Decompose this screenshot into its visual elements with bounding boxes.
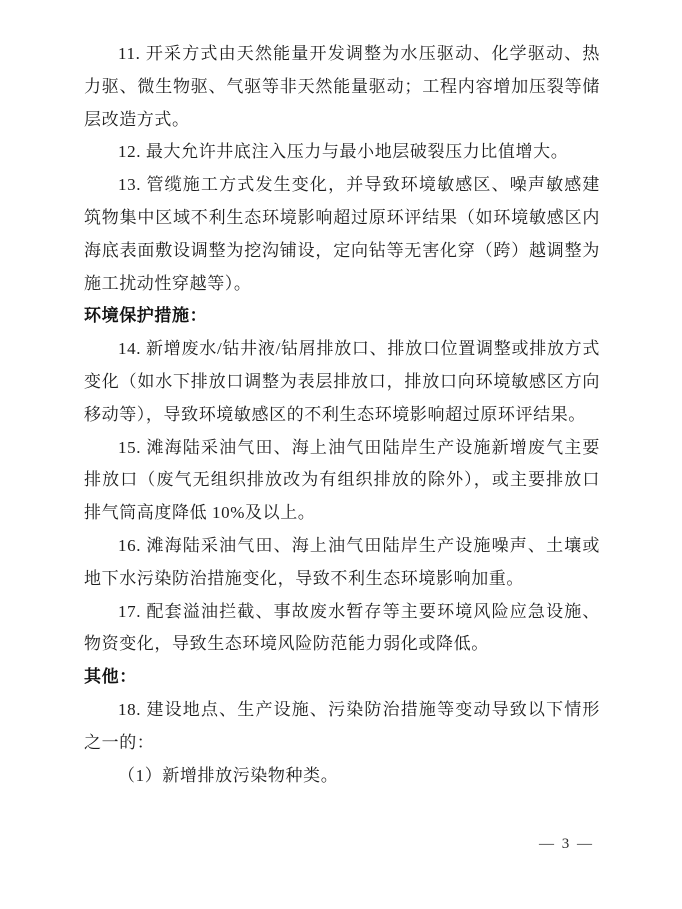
item-14-paragraph: 14. 新增废水/钻井液/钻屑排放口、排放口位置调整或排放方式变化（如水下排放口调整为表层排放口，排放口向环境敏感区方向移动等），导致环境敏感区的不利生态环境影响超过原环评结果。: [84, 339, 600, 424]
page-number: — 3 —: [539, 836, 594, 852]
item-16-paragraph: 16. 滩海陆采油气田、海上油气田陆岸生产设施噪声、土壤或地下水污染防治措施变化，导致不利生态环境影响加重。: [84, 535, 600, 588]
section-heading-environmental-protection-measures: 环境保护措施：: [84, 306, 208, 326]
section-heading-other: 其他：: [84, 667, 137, 687]
item-11-paragraph: 11. 开采方式由天然能量开发调整为水压驱动、化学驱动、热力驱、微生物驱、气驱等非天然能量驱动；工程内容增加压裂等储层改造方式。: [84, 44, 600, 129]
item-18-subitem-1-paragraph: （1）新增排放污染物种类。: [118, 765, 339, 785]
item-12-paragraph: 12. 最大允许井底注入压力与最小地层破裂压力比值增大。: [118, 142, 569, 162]
document-body: [84, 38, 600, 792]
item-13-paragraph: 13. 管缆施工方式发生变化，并导致环境敏感区、噪声敏感建筑物集中区域不利生态环境影响超过原环评结果（如环境敏感区内海底表面敷设调整为挖沟铺设，定向钻等无害化穿（跨）越调整为施工扰动性穿越等）。: [84, 175, 600, 293]
item-17-paragraph: 17. 配套溢油拦截、事故废水暂存等主要环境风险应急设施、物资变化，导致生态环境风险防范能力弱化或降低。: [84, 601, 600, 654]
item-18-paragraph: 18. 建设地点、生产设施、污染防治措施等变动导致以下情形之一的：: [84, 699, 600, 752]
item-15-paragraph: 15. 滩海陆采油气田、海上油气田陆岸生产设施新增废气主要排放口（废气无组织排放改为有组织排放的除外），或主要排放口排气筒高度降低 10%及以上。: [84, 437, 600, 523]
